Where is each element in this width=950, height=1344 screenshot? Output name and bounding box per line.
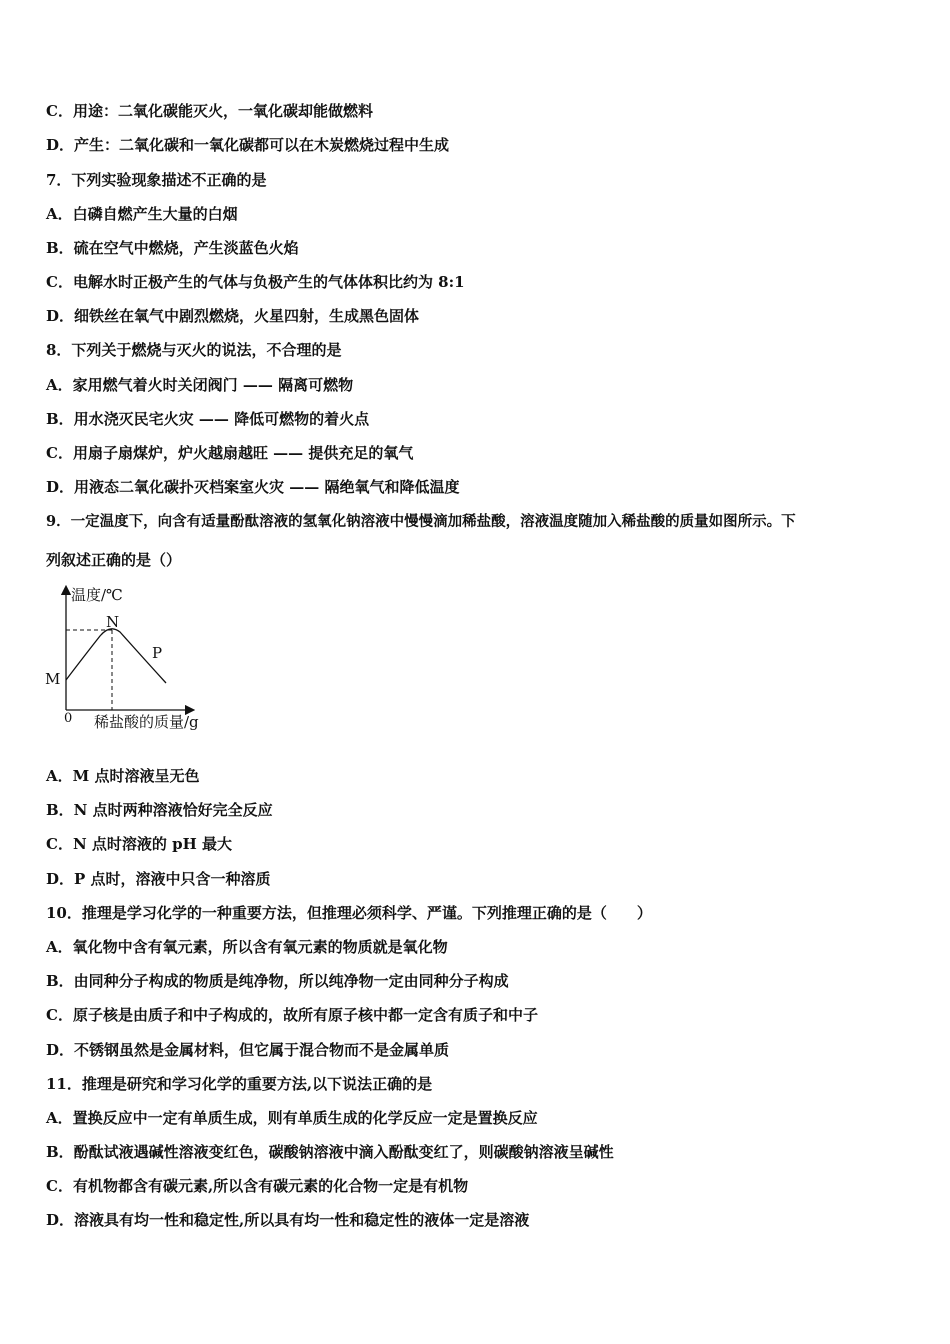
question-10-stem: 10．推理是学习化学的一种重要方法，但推理必须科学、严谨。下列推理正确的是（ ） [46,904,652,922]
question-9-option-a: A．M 点时溶液呈无色 [46,767,200,785]
option-d-production: D．产生：二氧化碳和一氧化碳都可以在木炭燃烧过程中生成 [46,136,450,154]
question-11-option-a: A．置换反应中一定有单质生成，则有单质生成的化学反应一定是置换反应 [46,1109,538,1127]
question-10-option-b: B．由同种分子构成的物质是纯净物，所以纯净物一定由同种分子构成 [46,972,509,990]
question-7-option-c: C．电解水时正极产生的气体与负极产生的气体体积比约为 8:1 [46,273,465,291]
question-11-option-d: D．溶液具有均一性和稳定性,所以具有均一性和稳定性的液体一定是溶液 [46,1211,530,1229]
question-11-option-b: B．酚酞试液遇碱性溶液变红色，碳酸钠溶液中滴入酚酞变红了，则碳酸钠溶液呈碱性 [46,1143,614,1161]
temperature-curve [66,629,166,683]
question-10-option-a: A．氧化物中含有氧元素，所以含有氧元素的物质就是氧化物 [46,938,448,956]
question-9-stem-line2: 列叙述正确的是（） [46,551,182,569]
question-8-stem: 8．下列关于燃烧与灭火的说法，不合理的是 [46,341,342,359]
question-9-stem-line1: 9．一定温度下，向含有适量酚酞溶液的氢氧化钠溶液中慢慢滴加稀盐酸，溶液温度随加入稀盐酸的质量如图所示。下 [46,513,796,530]
origin-label: 0 [64,711,73,726]
question-10-option-c: C．原子核是由质子和中子构成的，故所有原子核中都一定含有质子和中子 [46,1006,538,1024]
question-8-option-a: A．家用燃气着火时关闭阀门 —— 隔离可燃物 [46,376,354,394]
question-7-option-b: B．硫在空气中燃烧，产生淡蓝色火焰 [46,239,299,257]
question-10-option-d: D．不锈钢虽然是金属材料，但它属于混合物而不是金属单质 [46,1041,450,1059]
question-11-option-c: C．有机物都含有碳元素,所以含有碳元素的化合物一定是有机物 [46,1177,469,1195]
point-m-label: M [45,670,61,688]
question-9-option-c: C．N 点时溶液的 pH 最大 [46,835,232,853]
y-axis-label: 温度/℃ [71,586,123,604]
point-n-label: N [106,613,120,631]
point-p-label: P [152,644,163,662]
question-8-option-b: B．用水浇灭民宅火灾 —— 降低可燃物的着火点 [46,410,370,428]
temperature-curve-figure [40,580,240,730]
question-9-option-b: B．N 点时两种溶液恰好完全反应 [46,801,273,819]
question-11-stem: 11．推理是研究和学习化学的重要方法,以下说法正确的是 [46,1075,433,1093]
question-9-option-d: D．P 点时，溶液中只含一种溶质 [46,870,271,888]
question-7-option-a: A．白磷自燃产生大量的白烟 [46,205,238,223]
question-7-stem: 7．下列实验现象描述不正确的是 [46,171,267,189]
question-8-option-c: C．用扇子扇煤炉，炉火越扇越旺 —— 提供充足的氧气 [46,444,414,462]
option-c-uses: C．用途：二氧化碳能灭火，一氧化碳却能做燃料 [46,102,373,120]
question-7-option-d: D．细铁丝在氧气中剧烈燃烧，火星四射，生成黑色固体 [46,307,420,325]
x-axis-label: 稀盐酸的质量/g [94,713,199,730]
question-8-option-d: D．用液态二氧化碳扑灭档案室火灾 —— 隔绝氧气和降低温度 [46,478,460,496]
